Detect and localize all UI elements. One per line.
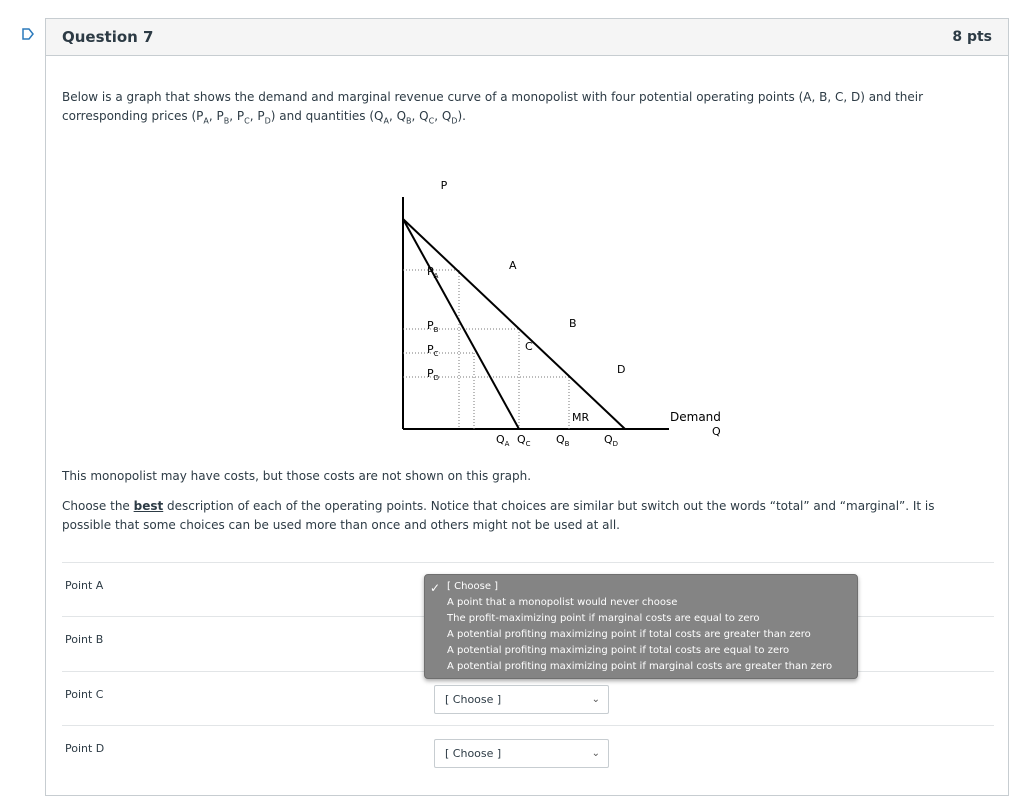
mr-label: MR <box>572 411 590 424</box>
quantity-a-label: $Q_A$ <box>496 433 510 448</box>
chevron-down-icon: ⌄ <box>591 694 600 705</box>
price-b-label: $P_B$ <box>427 319 439 334</box>
quantity-b-label: $Q_B$ <box>556 433 570 448</box>
bookmark-flag-icon[interactable] <box>22 28 34 40</box>
x-axis-label: Q <box>712 425 721 438</box>
dropdown-option[interactable]: A potential profiting maximizing point if total costs are equal to zero <box>447 645 790 656</box>
dropdown-option[interactable]: A point that a monopolist would never choose <box>447 597 678 608</box>
select-value: [ Choose ] <box>445 693 502 706</box>
point-d-label: D <box>617 363 626 376</box>
demand-label: Demand <box>670 410 721 424</box>
point-c-label: C <box>525 340 533 353</box>
dropdown-option[interactable]: The profit-maximizing point if marginal costs are equal to zero <box>447 613 760 624</box>
row-label: Point A <box>65 579 104 592</box>
checkmark-icon: ✓ <box>430 581 441 595</box>
dropdown-option[interactable]: A potential profiting maximizing point if total costs are greater than zero <box>447 629 811 640</box>
price-a-label: $P_A$ <box>427 265 439 280</box>
instructions: Choose the best description of each of the operating points. Notice that choices are similar but switch out the words “total” and “marginal”. It is possible that some choices can be used more than once and others might not be used at all. <box>62 499 935 532</box>
dropdown-option[interactable]: A potential profiting maximizing point if marginal costs are greater than zero <box>447 661 833 672</box>
answer-select-c[interactable] <box>434 685 609 714</box>
point-b-label: B <box>569 317 577 330</box>
price-c-label: $P_C$ <box>427 343 439 358</box>
chevron-down-icon: ⌄ <box>591 748 600 759</box>
y-axis-label: P <box>440 179 448 192</box>
question-header <box>46 19 1008 56</box>
answer-dropdown-list[interactable] <box>424 574 858 679</box>
question-panel <box>45 18 1009 796</box>
dropdown-option[interactable]: [ Choose ] <box>447 581 499 592</box>
mr-curve <box>403 219 519 429</box>
answer-row-c <box>62 671 994 726</box>
point-a-label: A <box>509 259 517 272</box>
question-title: Question 7 <box>62 28 154 46</box>
question-points: 8 pts <box>952 29 992 45</box>
price-d-label: $P_D$ <box>427 367 440 382</box>
demand-curve <box>403 219 625 429</box>
answer-row-d <box>62 725 994 780</box>
row-label: Point C <box>65 688 104 701</box>
monopoly-graph <box>359 159 721 459</box>
select-value: [ Choose ] <box>445 747 502 760</box>
question-intro: Below is a graph that shows the demand and marginal revenue curve of a monopolist with four potential operating points (A, B, C, D) and their corresponding prices ($P_A$, $P_B$, $P_C$, $P_D$) and quantities ($Q_A$, $Q_B$, $Q_C$, $Q_D$). <box>62 90 924 126</box>
answer-select-d[interactable] <box>434 739 609 768</box>
quantity-d-label: $Q_D$ <box>604 433 619 448</box>
quantity-c-label: $Q_C$ <box>517 433 531 448</box>
row-label: Point D <box>65 742 105 755</box>
row-label: Point B <box>65 633 104 646</box>
cost-note: This monopolist may have costs, but those costs are not shown on this graph. <box>62 469 532 483</box>
